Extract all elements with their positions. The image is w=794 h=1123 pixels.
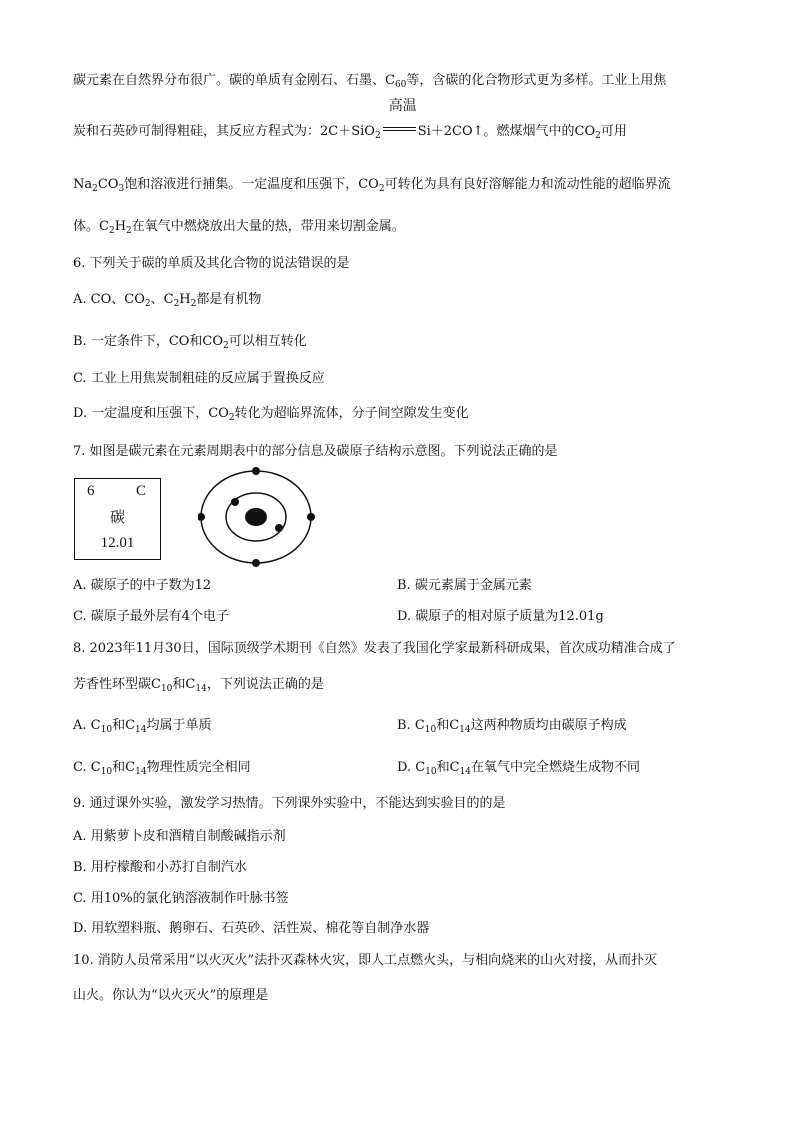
q10-stem-line-2: 山火。你认为“以火灭火”的原理是 [73,988,269,1003]
q9-option-c: C. 用10%的氯化钠溶液制作叶脉书签 [73,891,289,906]
q8-option-c: C. $C_{10}$和$C_{14}$物理性质完全相同 [73,760,251,777]
electron [252,559,260,567]
q9-option-b: B. 用柠檬酸和小苏打自制汽水 [73,860,247,875]
q9-stem: 9. 通过课外实验，激发学习热情。下列课外实验中，不能达到实验目的的是 [73,796,506,811]
electron [231,498,239,506]
carbon-atom-diagram [198,465,318,569]
q7-option-d: D. 碳原子的相对原子质量为12.01g [397,609,604,624]
q10-stem: 10. 消防人员常采用“以火灭火”法扑灭森林火灾，即人工点燃火头，与相向烧来的山火对接，从而扑灭 [73,953,658,968]
q6-option-b: B. 一定条件下，CO和$CO_2$可以相互转化 [73,334,307,351]
atomic-mass: 12.01 [100,535,135,551]
q7-stem: 7. 如图是碳元素在元素周期表中的部分信息及碳原子结构示意图。下列说法正确的是 [73,444,558,459]
q8-stem-line-2: 芳香性环型碳$C_{10}$和$C_{14}$，下列说法正确的是 [73,677,324,694]
element-symbol: C [135,483,146,499]
q8-option-b: B. $C_{10}$和$C_{14}$这两种物质均由碳原子构成 [397,718,627,735]
intro-line-4: 体。$C_2H_2$在氧气中燃烧放出大量的热，带用来切割金属。 [73,219,405,236]
q7-option-c: C. 碳原子最外层有4个电子 [73,609,230,624]
electron [252,467,260,475]
q9-option-a: A. 用紫萝卜皮和酒精自制酸碱指示剂 [73,829,286,844]
q6-stem: 6. 下列关于碳的单质及其化合物的说法错误的是 [73,256,350,271]
electron [198,513,205,521]
q7-option-b: B. 碳元素属于金属元素 [397,578,532,593]
q8-stem: 8. 2023年11月30日，国际顶级学术期刊《自然》发表了我国化学家最新科研成果，首次成功精准合成了 [73,641,676,656]
nucleus [245,508,267,526]
intro-line-3: $Na_2CO_3$饱和溶液进行捕集。一定温度和压强下，$CO_2$可转化为具有良好溶解能力和流动性能的超临界流 [73,177,671,194]
q8-option-d: D. $C_{10}$和$C_{14}$在氧气中完全燃烧生成物不同 [397,760,641,777]
q7-option-a: A. 碳原子的中子数为12 [73,578,212,593]
element-name: 碳 [109,510,125,526]
q6-option-a: A. CO、$CO_2$、$C_2H_2$都是有机物 [73,292,262,309]
reaction-condition: 高温 [381,123,418,141]
electron [275,524,283,532]
atomic-number: 6 [87,483,95,499]
q8-option-a: A. $C_{10}$和$C_{14}$均属于单质 [73,718,212,735]
q6-option-d: D. 一定温度和压强下，$CO_2$转化为超临界流体，分子间空隙发生变化 [73,406,469,423]
intro-line-1: 碳元素在自然界分布很广。碳的单质有金刚石、石墨、$C_{60}$等，含碳的化合物形式更为多样。工业上用焦 [73,73,667,90]
periodic-table-cell [74,478,161,560]
electron [307,513,315,521]
q9-option-d: D. 用软塑料瓶、鹅卵石、石英砂、活性炭、棉花等自制净水器 [73,921,430,936]
intro-line-2: 炭和石英砂可制得粗硅，其反应方程式为：2C＋SiO$_2$ 高温 Si＋2CO↑。燃煤烟气中的$CO_2$可用 [73,98,627,141]
q6-option-c: C. 工业上用焦炭制粗硅的反应属于置换反应 [73,371,325,386]
